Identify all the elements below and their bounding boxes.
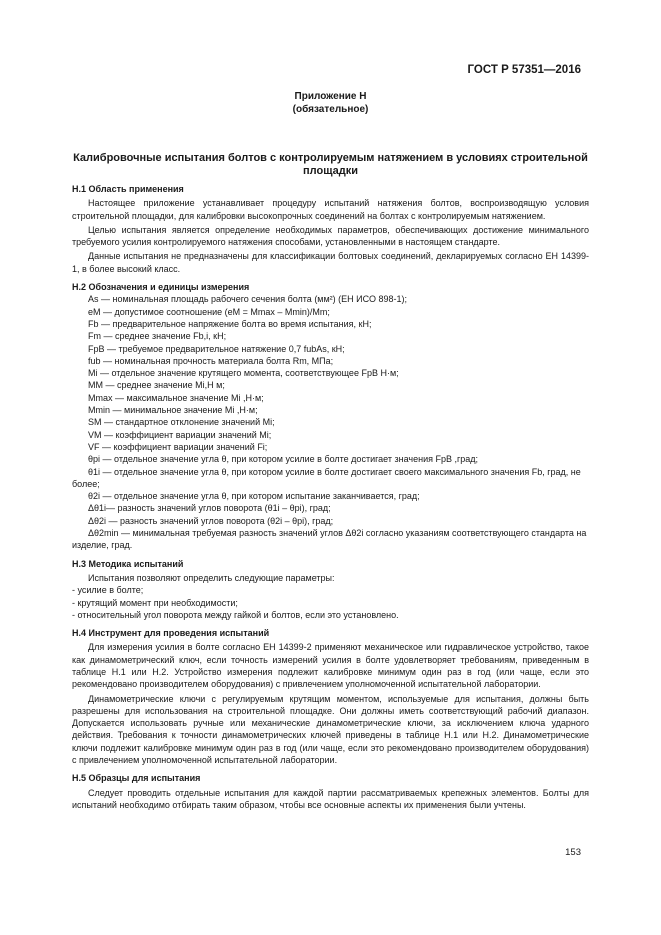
document-title: Калибровочные испытания болтов с контролируемым натяжением в условиях строительной площадки [73,152,588,177]
section-heading: Н.2 Обозначения и единицы измерения [72,282,250,293]
definition: θ1i — отдельное значение угла θ, при котором усилие в болте достигает своего максимального значения Fb, град, не более; [72,466,581,489]
definition: VM — коэффициент вариации значений Mi; [88,429,272,440]
document-body [72,183,589,811]
definition: Fb — предварительное напряжение болта во время испытания, кН; [88,318,372,329]
section-heading: Н.4 Инструмент для проведения испытаний [72,628,270,639]
paragraph: Следует проводить отдельные испытания для каждой партии рассматриваемых крепежных элементов. Болты для испытаний необходимо отбирать таким образом, чтобы все основные аспекты их применения были учтены. [72,787,589,810]
section-heading: Н.3 Методика испытаний [72,558,184,569]
definition: θpi — отдельное значение угла θ, при котором усилие в болте достигает значения FpB ,град; [88,454,479,465]
definition: MM — среднее значение Mi,Н м; [88,380,225,391]
list-item: - усилие в болте; [72,585,144,596]
definition: θ2i — отдельное значение угла θ, при котором испытание заканчивается, град; [88,491,420,502]
definition: FpB — требуемое предварительное натяжение 0,7 fubAs, кН; [88,343,345,354]
list-item: - относительный угол поворота между гайкой и болтов, если это установлено. [72,609,399,620]
definition: Mmin — минимальное значение Mi ,Н·м; [88,405,258,416]
definition: Mmax — максимальное значение Mi ,Н·м; [88,392,264,403]
paragraph: Динамометрические ключи с регулируемым крутящим моментом, используемые для испытания, должны быть разрешены для использования на строительной площадке. Они должны иметь соответствующий рабочий диапазон. Допускается использовать ручные или механические динамометрические ключи, за исключением ключа ударного действия. Требования к точности динамометрических ключей приведены в таблице Н.1 или Н.2. Динамометрические ключи подлежит калибровке минимум один раз в год (или чаще, если это рекомендовано производителем оборудования) с привлечением уполномоченной испытательной лаборатории. [72,693,589,766]
standard-number: ГОСТ Р 57351—2016 [467,64,581,76]
page-number: 153 [565,847,581,858]
paragraph: Целью испытания является определение необходимых параметров, обеспечивающих достижение минимального требуемого усилия контролируемого натяжения способами, установленными в настоящем стандарте. [72,224,589,248]
definition: Δθ2i — разность значений углов поворота (θ2i – θpi), град; [88,515,334,526]
paragraph: Испытания позволяют определить следующие параметры: [88,572,335,583]
definition: As — номинальная площадь рабочего сечения болта (мм²) (ЕН ИСО 898-1); [88,294,407,305]
definition: VF — коэффициент вариации значений Fi; [88,441,268,452]
list-item: - крутящий момент при необходимости; [72,597,238,608]
definition: eM — допустимое соотношение (eM = Mmax – Mmin)/Mm; [88,306,330,317]
definition: Mi — отдельное значение крутящего момента, соответствующее FpB Н·м; [88,368,399,379]
paragraph: Для измерения усилия в болте согласно ЕН 14399-2 применяют механическое или гидравлическое устройство, такое как динамометрический ключ, если точность измерений усилия в болте удовлетворяет требованиям, приведенным в таблице Н.1 или Н.2. Устройство измерения подлежит калибровке минимум один раз в год (или чаще, если это рекомендовано производителем оборудования) с привлечением уполномоченной испытательной лаборатории. [72,642,589,690]
annex-status: (обязательное) [292,103,369,115]
paragraph: Данные испытания не предназначены для классификации болтовых соединений, декларируемых согласно ЕН 14399-1, в более высокий класс. [72,251,589,274]
annex-title: Приложение Н [294,91,367,102]
section-heading: Н.1 Область применения [72,184,184,194]
definition: fub — номинальная прочность материала болта Rm, МПа; [88,355,334,366]
definition: Δθ2min — минимальная требуемая разность значений углов Δθ2i согласно указаниям соответствующего стандарта на изделие, град. [72,528,587,551]
definition: SM — стандартное отклонение значений Mi; [88,417,275,428]
definition: Δθ1i— разность значений углов поворота (θ1i – θpi), град; [88,503,331,514]
annex-heading [0,91,661,116]
definition: Fm — среднее значение Fb,i, кН; [88,331,227,342]
paragraph: Настоящее приложение устанавливает процедуру испытаний натяжения болтов, воспроизводящую условия строительной площадки, для калибровки высокопрочных соединений на болтах с контролируемым натяжением. [72,198,589,221]
section-heading: Н.5 Образцы для испытания [72,773,201,784]
